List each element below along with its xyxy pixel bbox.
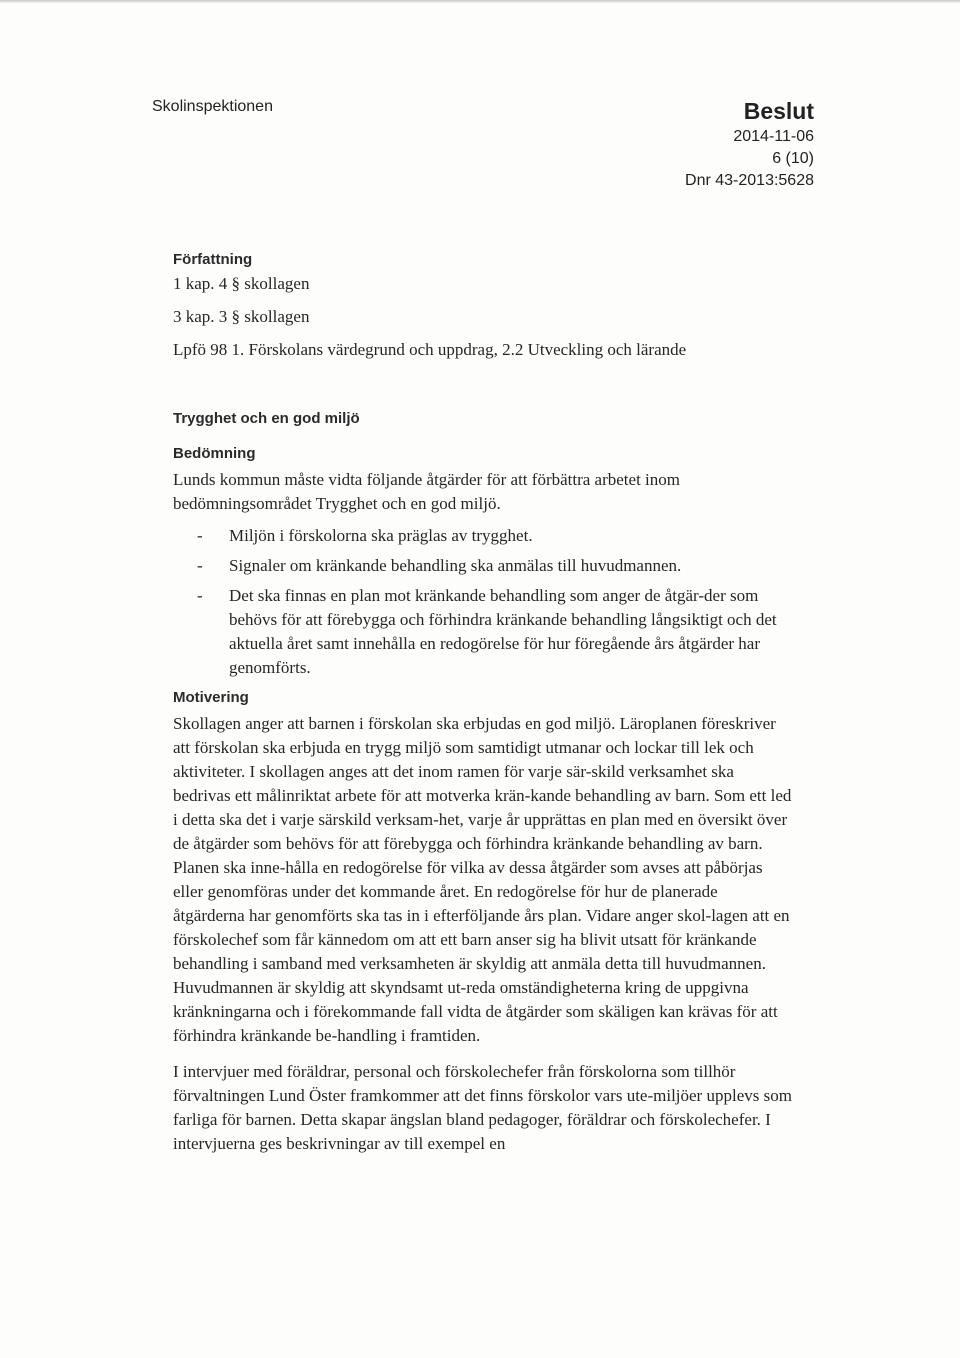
list-item bbox=[173, 554, 793, 578]
document-header bbox=[685, 96, 814, 192]
required-actions-list bbox=[173, 524, 793, 680]
forfattning-heading: Författning bbox=[173, 251, 253, 268]
list-item-text: Miljön i förskolorna ska präglas av trygghet. bbox=[229, 526, 533, 545]
section-title: Trygghet och en god miljö bbox=[173, 410, 360, 427]
scan-edge bbox=[0, 0, 960, 3]
list-item-text: Signaler om kränkande behandling ska anmälas till huvudmannen. bbox=[229, 556, 682, 575]
document-body bbox=[173, 250, 793, 1156]
list-item-text: Det ska finnas en plan mot kränkande behandling som anger de åtgär-der som behövs för att förebygga och förhindra kränkande behandling långsiktigt och det aktuella året samt innehålla en redogörelse för hur föregående års åtgärder har genomförts. bbox=[229, 586, 777, 677]
bedomning-intro: Lunds kommun måste vidta följande åtgärder för att förbättra arbetet inom bedömningsområdet Trygghet och en god miljö. bbox=[173, 470, 680, 513]
page-number: 6 (10) bbox=[772, 150, 814, 167]
statute-reference: 3 kap. 3 § skollagen bbox=[173, 307, 310, 326]
motivering-paragraph: Skollagen anger att barnen i förskolan ska erbjudas en god miljö. Läroplanen föreskriver att förskolan ska erbjuda en trygg miljö som samtidigt utmanar och lockar till lek och aktiviteter. I skollagen anges att det inom ramen för varje sär-skild verksamhet ska bedrivas ett målinriktat arbete för att motverka krän-kande behandling av barn. Som ett led i detta ska det i varje särskild verksam-het, varje år upprättas en plan med en översikt över de åtgärder som behövs för att förebygga och förhindra kränkande behandling av barn. Planen ska inne-hålla en redogörelse för vilka av dessa åtgärder som avses att påbörjas eller genomföras under det kommande året. En redogörelse för hur de planerade åtgärderna har genomförts ska tas in i efterföljande års plan. Vidare anger skol-lagen att en förskolechef som får kännedom om att ett barn anser sig ha blivit utsatt för kränkande behandling i samband med verksamheten är skyldig att anmäla detta till huvudmannen. Huvudmannen är skyldig att skyndsamt ut-reda omständigheterna kring de uppgivna kränkningarna och i förekommande fall vidta de åtgärder som skäligen kan krävas för att förhindra kränkande be-handling i framtiden. bbox=[173, 714, 792, 1045]
statute-reference: Lpfö 98 1. Förskolans värdegrund och uppdrag, 2.2 Utveckling och lärande bbox=[173, 340, 687, 359]
statute-reference-list bbox=[173, 272, 793, 362]
document-type: Beslut bbox=[743, 98, 814, 124]
list-item bbox=[173, 524, 793, 548]
bedomning-heading: Bedömning bbox=[173, 445, 256, 462]
dash-bullet: - bbox=[197, 556, 203, 575]
list-item bbox=[173, 584, 793, 680]
motivering-paragraph: I intervjuer med föräldrar, personal och förskolechefer från förskolorna som tillhör förvaltningen Lund Öster framkommer att det finns förskolor vars ute-miljöer upplevs som farliga för barnen. Detta skapar ängslan bland pedagoger, föräldrar och förskolechefer. I intervjuerna ges beskrivningar av till exempel en bbox=[173, 1062, 792, 1153]
dash-bullet: - bbox=[197, 586, 203, 605]
statute-reference: 1 kap. 4 § skollagen bbox=[173, 274, 310, 293]
dash-bullet: - bbox=[197, 526, 203, 545]
motivering-heading: Motivering bbox=[173, 689, 249, 706]
registration-number: Dnr 43-2013:5628 bbox=[685, 172, 814, 189]
organization-name: Skolinspektionen bbox=[152, 98, 273, 115]
document-date: 2014-11-06 bbox=[733, 128, 814, 145]
